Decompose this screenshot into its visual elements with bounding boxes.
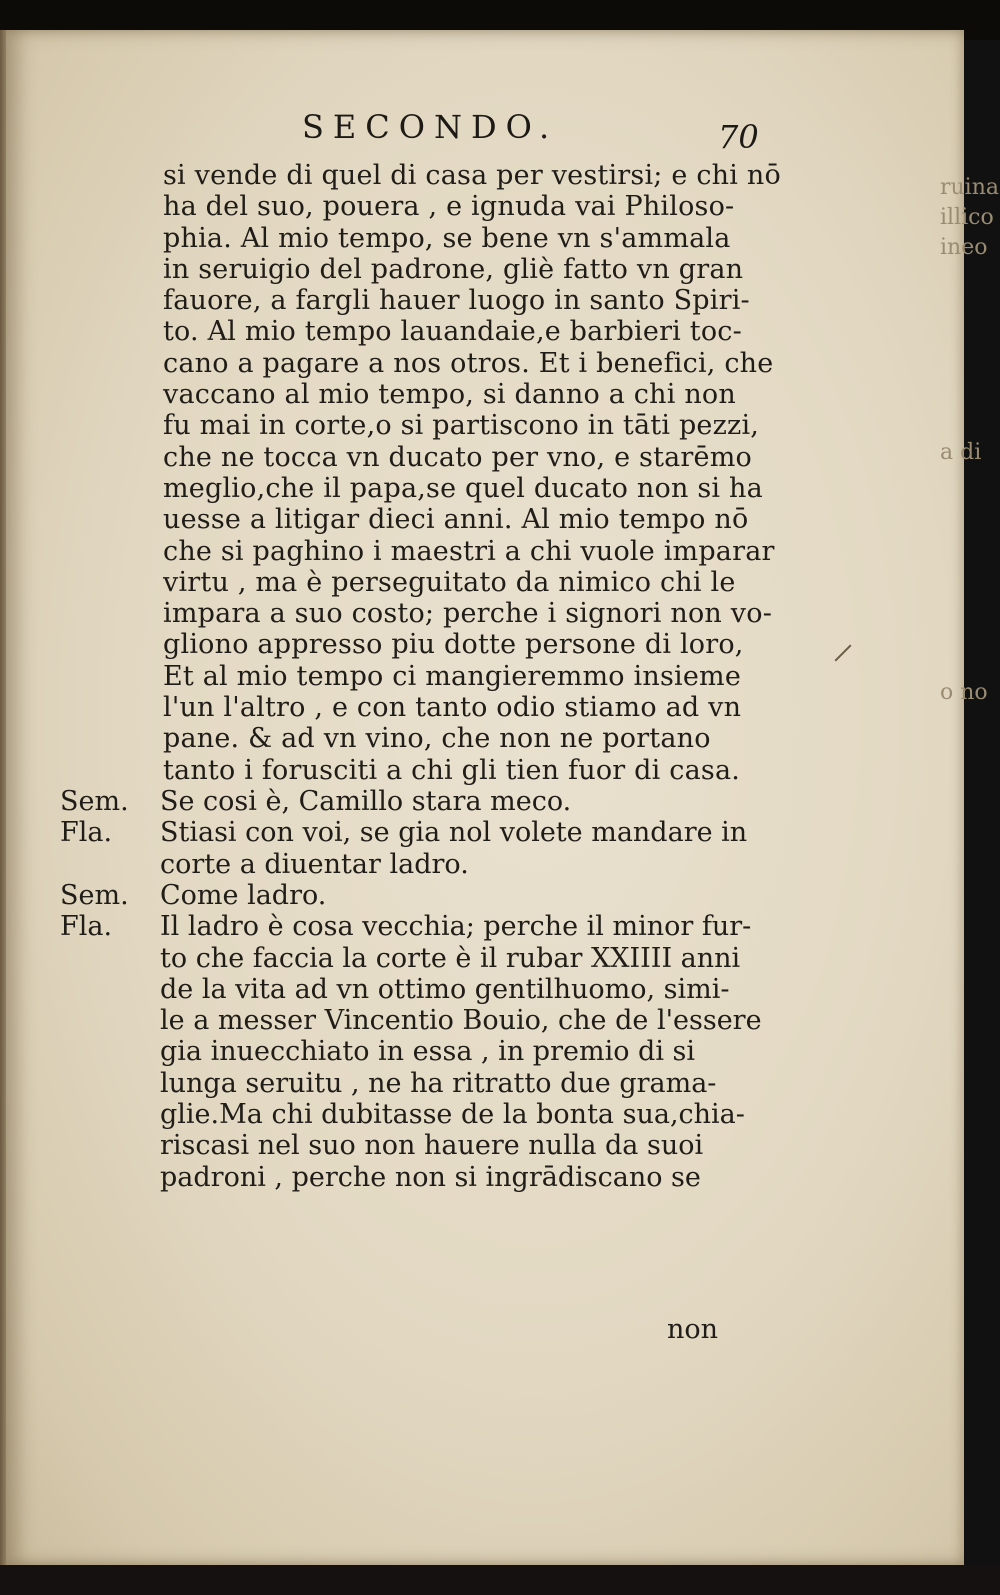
text-line: ha del suo, pouera , e ignuda vai Philoso- [163,191,735,223]
bleed-through-text: illico [940,205,994,230]
speaker-label: Fla. [60,817,113,849]
text-line: in seruigio del padrone, gliè fatto vn gran [163,253,744,285]
dialogue-line: gia inuecchiato in essa , in premio di si [160,1036,696,1068]
text-line: uesse a litigar dieci anni. Al mio tempo nō [163,504,749,536]
text-line: cano a pagare a nos otros. Et i benefici, che [163,347,774,379]
text-line: pane. & ad vn vino, che non ne portano [163,723,711,755]
body-text [163,160,781,786]
dialogue-line: to che faccia la corte è il rubar XXIIII anni [160,942,741,974]
text-line: vaccano al mio tempo, si danno a chi non [163,379,736,411]
text-line: Et al mio tempo ci mangieremmo insieme [163,660,742,692]
dialogue-line: riscasi nel suo non hauere nulla da suoi [160,1130,704,1162]
dialogue-line: Come ladro. [160,879,327,911]
text-line: l'un l'altro , e con tanto odio stiamo ad vn [163,692,742,724]
text-line: fauore, a fargli hauer luogo in santo Spiri- [163,285,750,317]
text-line: impara a suo costo; perche i signori non vo- [163,598,773,630]
text-line: phia. Al mio tempo, se bene vn s'ammala [163,222,731,254]
page-number: 70 [718,118,759,156]
dialogue-line: Il ladro è cosa vecchia; perche il minor fur- [160,911,752,943]
dialogue-line: glie.Ma chi dubitasse de la bonta sua,chia- [160,1099,745,1130]
dialogue-line: lunga seruitu , ne ha ritratto due grama- [160,1067,717,1099]
text-line: che si paghino i maestri a chi vuole imparar [163,535,775,567]
speaker-label: Fla. [60,911,113,943]
page-header [0,108,1000,156]
running-head: SECONDO. [302,108,559,146]
catchword: non [667,1314,719,1345]
text-line: che ne tocca vn ducato per vno, e starēmo [163,441,752,473]
dialogue-line: corte a diuentar ladro. [160,848,469,880]
text-line: meglio,che il papa,se quel ducato non si ha [163,472,763,504]
text-line: tanto i forusciti a chi gli tien fuor di casa. [163,754,741,786]
dialogue-line: de la vita ad vn ottimo gentilhuomo, simi- [160,973,730,1005]
speaker-label: Sem. [60,879,129,911]
bleed-through-text: ruina [940,175,1000,200]
dialogue-line: Stiasi con voi, se gia nol volete mandare in [160,817,748,849]
speaker-label: Sem. [60,786,129,817]
scan-bottom-border [0,1565,1000,1595]
bleed-through-text: o no [940,680,988,705]
dialogue-line: Se cosi è, Camillo stara meco. [160,786,572,817]
text-line: gliono appresso piu dotte persone di loro, [163,629,744,661]
text-line: to. Al mio tempo lauandaie,e barbieri toc- [163,316,742,348]
bleed-through-text: a di [940,440,982,465]
bleed-through-text: ineo [940,235,988,260]
text-line: fu mai in corte,o si partiscono in tāti pezzi, [163,410,760,442]
text-line: si vende di quel di casa per vestirsi; e chi nō [163,160,781,191]
dialogue-line: padroni , perche non si ingrādiscano se [160,1161,701,1193]
dialogue-line: le a messer Vincentio Bouio, che de l'essere [160,1005,762,1037]
text-line: virtu , ma è perseguitato da nimico chi le [163,566,736,598]
